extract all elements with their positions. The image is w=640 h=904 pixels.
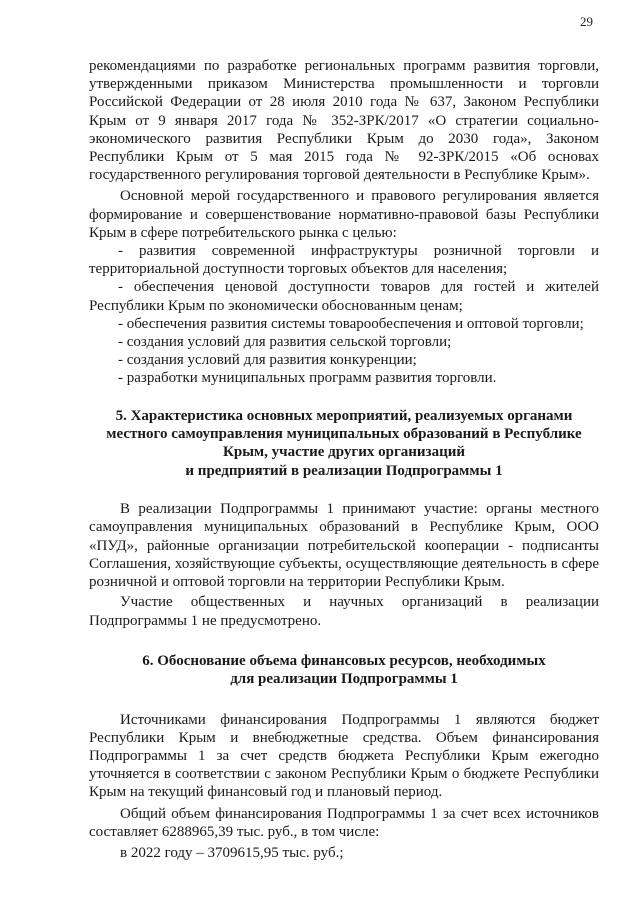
goal-item: - развития современной инфраструктуры розничной торговли и территориальной доступности торговых объектов для населения;	[89, 243, 599, 278]
section-5-heading	[89, 407, 599, 481]
page-number: 29	[580, 14, 593, 29]
goal-item: - обеспечения ценовой доступности товаров для гостей и жителей Республики Крым по экономически обоснованным ценам;	[89, 279, 599, 314]
heading-line: местного самоуправления муниципальных образований в Республике	[106, 426, 582, 443]
section-6-paragraph: в 2022 году – 3709615,95 тыс. руб.;	[120, 844, 344, 861]
section-5-paragraph: Участие общественных и научных организаций в реализации Подпрограммы 1 не предусмотрено.	[89, 594, 599, 629]
section-6-paragraph: Общий объем финансирования Подпрограммы 1 за счет всех источников составляет 6288965,39 тыс. руб., в том числе:	[89, 805, 599, 840]
goal-item: - создания условий для развития конкуренции;	[118, 352, 417, 369]
intro-paragraph: рекомендациями по разработке региональных программ развития торговли, утвержденными приказом Министерства промышленности и торговли Российской Федерации от 28 июля 2010 года № 637, Законом Республики Крым от 9 января 2017 года № 352-ЗРК/2017 «О стратегии социально-экономического развития Республики Крым до 2030 года», Законом Республики Крым от 5 мая 2015 года № 92-ЗРК/2015 «Об основах государственного регулирования торговой деятельности в Республике Крым».	[89, 58, 599, 184]
heading-line: 6. Обоснование объема финансовых ресурсов, необходимых	[142, 652, 546, 669]
main-measure-paragraph: Основной мерой государственного и правового регулирования является формирование и совершенствование нормативно-правовой базы Республики Крым в сфере потребительского рынка с целью:	[89, 188, 599, 241]
section-5-paragraph: В реализации Подпрограммы 1 принимают участие: органы местного самоуправления муниципальных образований в Республике Крым, ООО «ПУД», районные организации потребительской кооперации - подписанты Соглашения, хозяйствующие субъекты, осуществляющие деятельность в сфере розничной и оптовой торговли на территории Республики Крым.	[89, 501, 599, 591]
document-body	[89, 57, 599, 862]
section-6-heading	[89, 652, 599, 689]
goal-item: - разработки муниципальных программ развития торговли.	[118, 370, 497, 387]
heading-line: 5. Характеристика основных мероприятий, реализуемых органами	[115, 407, 573, 424]
section-6-paragraph: Источниками финансирования Подпрограммы 1 являются бюджет Республики Крым и внебюджетные средства. Объем финансирования Подпрограммы 1 за счет средств бюджета Республики Крым ежегодно уточняется в соответствии с законом Республики Крым о бюджете Республики Крым на текущий финансовый год и плановый период.	[89, 711, 599, 801]
heading-line: и предприятий в реализации Подпрограммы 1	[185, 462, 503, 479]
goal-item: - обеспечения развития системы товарообеспечения и оптовой торговли;	[118, 315, 584, 332]
heading-line: для реализации Подпрограммы 1	[230, 671, 458, 688]
heading-line: Крым, участие других организаций	[222, 444, 465, 461]
goal-item: - создания условий для развития сельской торговли;	[118, 334, 452, 351]
